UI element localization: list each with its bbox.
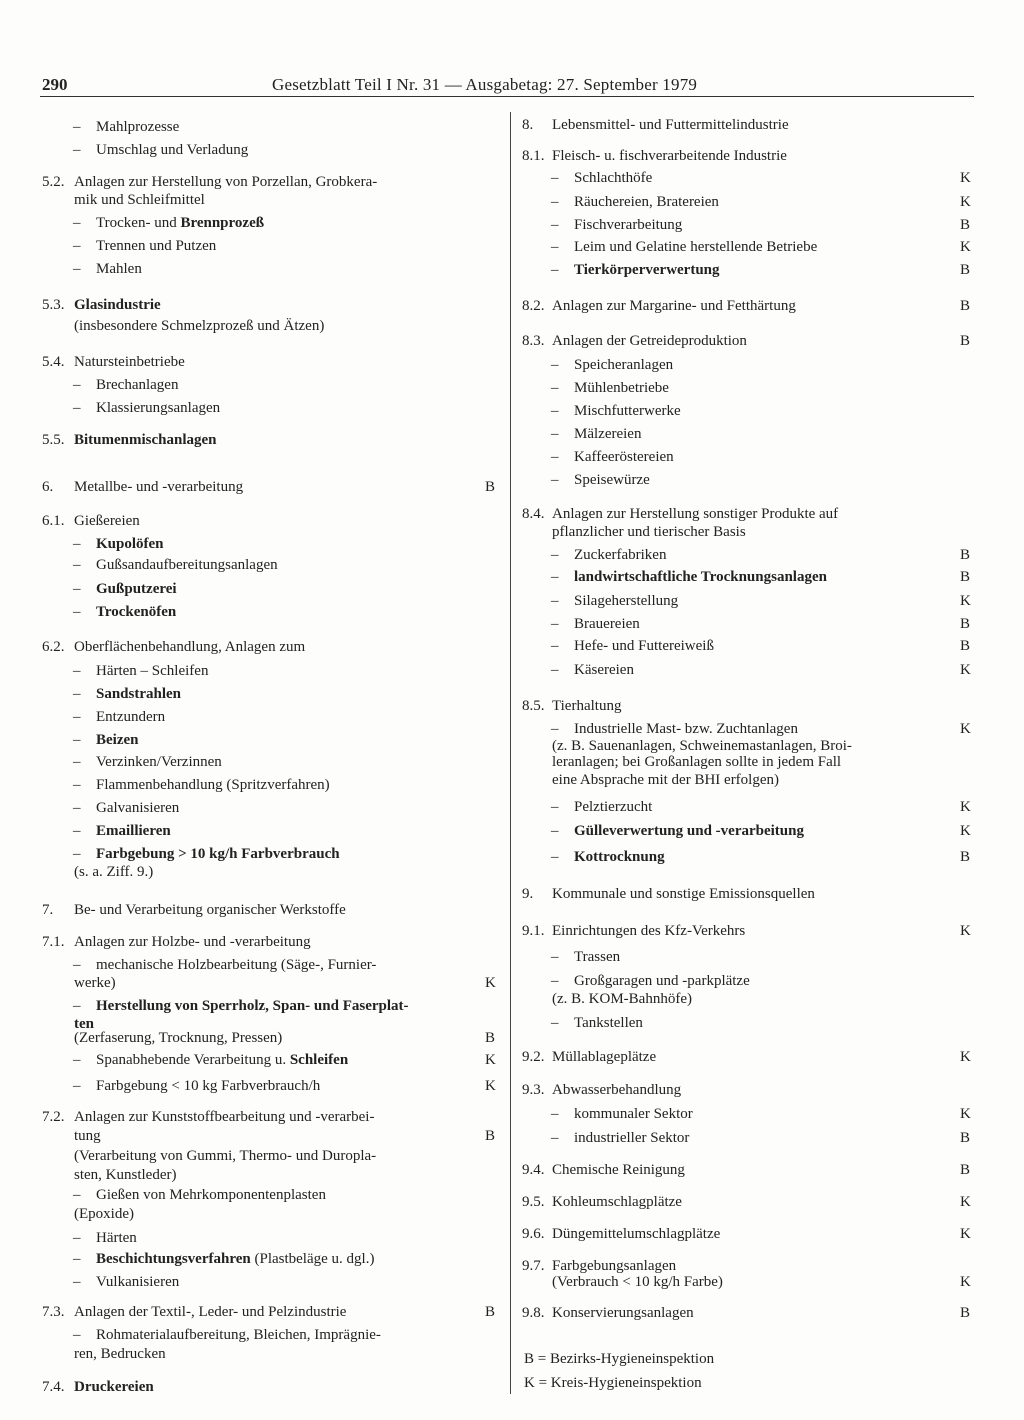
authority-mark: K [960, 1226, 971, 1242]
list-item: – Farbgebung < 10 kg Farbverbrauch/h [96, 1077, 320, 1095]
list-item: – Herstellung von Sperrholz, Span- und Faserplat- [96, 997, 409, 1015]
section-heading: Be- und Verarbeitung organischer Werkstoffe [74, 902, 346, 918]
authority-mark: K [960, 593, 971, 609]
section-number: 7.3. [42, 1304, 65, 1320]
authority-mark: B [960, 1305, 971, 1321]
authority-mark: K [485, 1078, 496, 1094]
list-item: – Brauereien [574, 615, 640, 633]
section-heading: Anlagen zur Herstellung sonstiger Produkte auf [552, 506, 839, 522]
section-number: 7.1. [42, 934, 65, 950]
list-item: – Beschichtungsverfahren (Plastbeläge u. dgl.) [96, 1250, 374, 1268]
section-number: 7. [42, 902, 54, 918]
section-heading: Natursteinbetriebe [74, 354, 185, 370]
authority-mark: K [960, 1274, 971, 1290]
section-heading: Gießereien [74, 513, 140, 529]
authority-mark: B [960, 262, 971, 278]
list-item: – Emaillieren [96, 822, 171, 840]
authority-mark: B [960, 333, 971, 349]
authority-mark: K [960, 1049, 971, 1065]
authority-mark: K [960, 799, 971, 815]
section-number: 9. [522, 886, 534, 902]
list-item: – Tankstellen [574, 1014, 643, 1032]
authority-mark: B [960, 849, 971, 865]
section-number: 9.5. [522, 1194, 545, 1210]
section-number: 5.3. [42, 297, 65, 313]
list-item: – Schlachthöfe [574, 169, 652, 187]
authority-mark: K [960, 170, 971, 186]
section-heading: Fleisch- u. fischverarbeitende Industrie [552, 148, 787, 164]
text-line: sten, Kunstleder) [74, 1167, 177, 1183]
list-item: – Mälzereien [574, 425, 641, 443]
section-number: 9.8. [522, 1305, 545, 1321]
section-heading: Einrichtungen des Kfz-Verkehrs [552, 923, 746, 939]
list-item: – Umschlag und Verladung [96, 141, 248, 159]
list-item: – Mühlenbetriebe [574, 379, 669, 397]
section-heading: Lebensmittel- und Futtermittelindustrie [552, 117, 789, 133]
list-item: – Mahlen [96, 260, 142, 278]
list-item: – Mischfutterwerke [574, 402, 681, 420]
authority-mark: K [960, 823, 971, 839]
text-line: (z. B. Sauenanlagen, Schweinemastanlagen, Broi- [552, 738, 852, 754]
authority-mark: B [960, 638, 971, 654]
section-heading: Oberflächenbehandlung, Anlagen zum [74, 639, 306, 655]
text-line: ren, Bedrucken [74, 1346, 166, 1362]
section-number: 6. [42, 479, 54, 495]
section-number: 9.1. [522, 923, 545, 939]
authority-mark: B [485, 479, 496, 495]
section-heading: Druckereien [74, 1379, 154, 1395]
section-number: 8.3. [522, 333, 545, 349]
list-item: – Gülleverwertung und -verarbeitung [574, 822, 804, 840]
text-line: mik und Schleifmittel [74, 192, 205, 208]
section-heading: Anlagen zur Margarine- und Fetthärtung [552, 298, 796, 314]
section-heading: Kohleumschlagplätze [552, 1194, 682, 1210]
list-item: – Hefe- und Futtereiweiß [574, 637, 714, 655]
list-item: – mechanische Holzbearbeitung (Säge-, Furnier- [96, 956, 376, 974]
text-line: (Zerfaserung, Trocknung, Pressen) [74, 1030, 283, 1046]
authority-mark: K [960, 239, 971, 255]
section-number: 7.4. [42, 1379, 65, 1395]
text-line: pflanzlicher und tierischer Basis [552, 524, 746, 540]
section-number: 9.6. [522, 1226, 545, 1242]
list-item: – Fischverarbeitung [574, 216, 682, 234]
authority-mark: B [485, 1128, 496, 1144]
list-item: – Trocken- und Brennprozeß [96, 214, 264, 232]
page-number: 290 [42, 75, 68, 94]
section-number: 9.2. [522, 1049, 545, 1065]
list-item: – kommunaler Sektor [574, 1105, 693, 1123]
section-heading: Glasindustrie [74, 297, 161, 313]
list-item: – Sandstrahlen [96, 685, 181, 703]
list-item: – Entzundern [96, 708, 165, 726]
list-item: – Großgaragen und -parkplätze [574, 972, 750, 990]
section-heading: Anlagen zur Herstellung von Porzellan, Grobkera- [74, 174, 378, 190]
authority-mark: K [960, 721, 971, 737]
list-item: – Kottrocknung [574, 848, 665, 866]
list-item: – Gießen von Mehrkomponentenplasten [96, 1186, 326, 1204]
text-line: (z. B. KOM-Bahnhöfe) [552, 991, 692, 1007]
list-item: – Gußputzerei [96, 580, 177, 598]
authority-mark: B [960, 569, 971, 585]
section-number: 9.4. [522, 1162, 545, 1178]
authority-mark: K [960, 1106, 971, 1122]
list-item: – Leim und Gelatine herstellende Betriebe [574, 238, 817, 256]
section-heading: Müllablageplätze [552, 1049, 657, 1065]
authority-mark: B [485, 1030, 496, 1046]
column-divider [510, 112, 511, 1394]
legend-k: K = Kreis-Hygieneinspektion [524, 1375, 702, 1391]
section-number: 8.4. [522, 506, 545, 522]
section-number: 9.7. [522, 1258, 545, 1274]
authority-mark: K [960, 923, 971, 939]
authority-mark: B [960, 1162, 971, 1178]
section-heading: Anlagen zur Holzbe- und -verarbeitung [74, 934, 311, 950]
text-line: (Verbrauch < 10 kg/h Farbe) [552, 1274, 723, 1290]
section-number: 5.2. [42, 174, 65, 190]
list-item: – Härten – Schleifen [96, 662, 208, 680]
list-item: – Kupolöfen [96, 535, 164, 553]
list-item: – Räuchereien, Bratereien [574, 193, 719, 211]
list-item: – Härten [96, 1229, 137, 1247]
list-item: – Trennen und Putzen [96, 237, 216, 255]
list-item: – Beizen [96, 731, 139, 749]
authority-mark: B [960, 616, 971, 632]
list-item: – Farbgebung > 10 kg/h Farbverbrauch [96, 845, 340, 863]
list-item: – Spanabhebende Verarbeitung u. Schleifen [96, 1051, 348, 1069]
section-number: 5.5. [42, 432, 65, 448]
gazette-title: Gesetzblatt Teil I Nr. 31 — Ausgabetag: 27. September 1979 [272, 75, 698, 94]
list-item: – Rohmaterialaufbereitung, Bleichen, Imprägnie- [96, 1326, 381, 1344]
list-item: – Brechanlagen [96, 376, 178, 394]
list-item: – Pelztierzucht [574, 798, 652, 816]
list-item: – Trockenöfen [96, 603, 176, 621]
section-heading: Bitumenmischanlagen [74, 432, 217, 448]
section-heading: Metallbe- und -verarbeitung [74, 479, 244, 495]
page-header [40, 72, 974, 97]
section-heading: Farbgebungsanlagen [552, 1258, 677, 1274]
authority-mark: K [485, 1052, 496, 1068]
section-number: 5.4. [42, 354, 65, 370]
list-item: – Silageherstellung [574, 592, 678, 610]
authority-mark: B [960, 298, 971, 314]
section-heading: Anlagen der Textil-, Leder- und Pelzindustrie [74, 1304, 347, 1320]
section-heading: Abwasserbehandlung [552, 1082, 682, 1098]
list-item: – landwirtschaftliche Trocknungsanlagen [574, 568, 827, 586]
authority-mark: B [960, 217, 971, 233]
legend-b: B = Bezirks-Hygieneinspektion [524, 1351, 715, 1367]
list-item: – Zuckerfabriken [574, 546, 666, 564]
authority-mark: K [485, 975, 496, 991]
authority-mark: K [960, 662, 971, 678]
authority-mark: B [960, 547, 971, 563]
list-item: – Flammenbehandlung (Spritzverfahren) [96, 776, 330, 794]
list-item: – Gußsandaufbereitungsanlagen [96, 556, 278, 574]
list-item: – Speisewürze [574, 471, 650, 489]
authority-mark: B [960, 1130, 971, 1146]
authority-mark: B [485, 1304, 496, 1320]
section-heading: Kommunale und sonstige Emissionsquellen [552, 886, 815, 902]
section-heading: Düngemittelumschlagplätze [552, 1226, 721, 1242]
list-item: – industrieller Sektor [574, 1129, 689, 1147]
authority-mark: K [960, 1194, 971, 1210]
text-line: (insbesondere Schmelzprozeß und Ätzen) [74, 318, 325, 334]
text-line: ten [74, 1016, 94, 1032]
section-number: 8.5. [522, 698, 545, 714]
list-item: – Speicheranlagen [574, 356, 673, 374]
list-item: – Vulkanisieren [96, 1273, 179, 1291]
section-heading: Anlagen der Getreideproduktion [552, 333, 747, 349]
text-line: werke) [74, 975, 116, 991]
text-line: (Verarbeitung von Gummi, Thermo- und Duropla- [74, 1148, 377, 1164]
list-item: – Käsereien [574, 661, 634, 679]
text-line: eine Absprache mit der BHI erfolgen) [552, 772, 779, 788]
section-heading: Tierhaltung [552, 698, 622, 714]
list-item: – Trassen [574, 948, 620, 966]
list-item: – Kaffeeröstereien [574, 448, 674, 466]
section-number: 6.2. [42, 639, 65, 655]
text-line: (s. a. Ziff. 9.) [74, 864, 154, 880]
section-heading: Chemische Reinigung [552, 1162, 685, 1178]
list-item: – Klassierungsanlagen [96, 399, 220, 417]
list-item: – Galvanisieren [96, 799, 179, 817]
list-item: – Industrielle Mast- bzw. Zuchtanlagen [574, 720, 798, 738]
text-line: leranlagen; bei Großanlagen sollte in jedem Fall [552, 754, 842, 770]
section-number: 6.1. [42, 513, 65, 529]
section-number: 8.1. [522, 148, 545, 164]
section-number: 9.3. [522, 1082, 545, 1098]
list-item: – Verzinken/Verzinnen [96, 753, 222, 771]
list-item: – Tierkörperverwertung [574, 261, 720, 279]
list-item: – Mahlprozesse [96, 118, 179, 136]
section-number: 8. [522, 117, 534, 133]
text-line: (Epoxide) [74, 1206, 134, 1222]
section-number: 8.2. [522, 298, 545, 314]
authority-mark: K [960, 194, 971, 210]
section-number: 7.2. [42, 1109, 65, 1125]
text-line: tung [74, 1128, 101, 1144]
section-heading: Anlagen zur Kunststoffbearbeitung und -verarbei- [74, 1109, 375, 1125]
section-heading: Konservierungsanlagen [552, 1305, 694, 1321]
